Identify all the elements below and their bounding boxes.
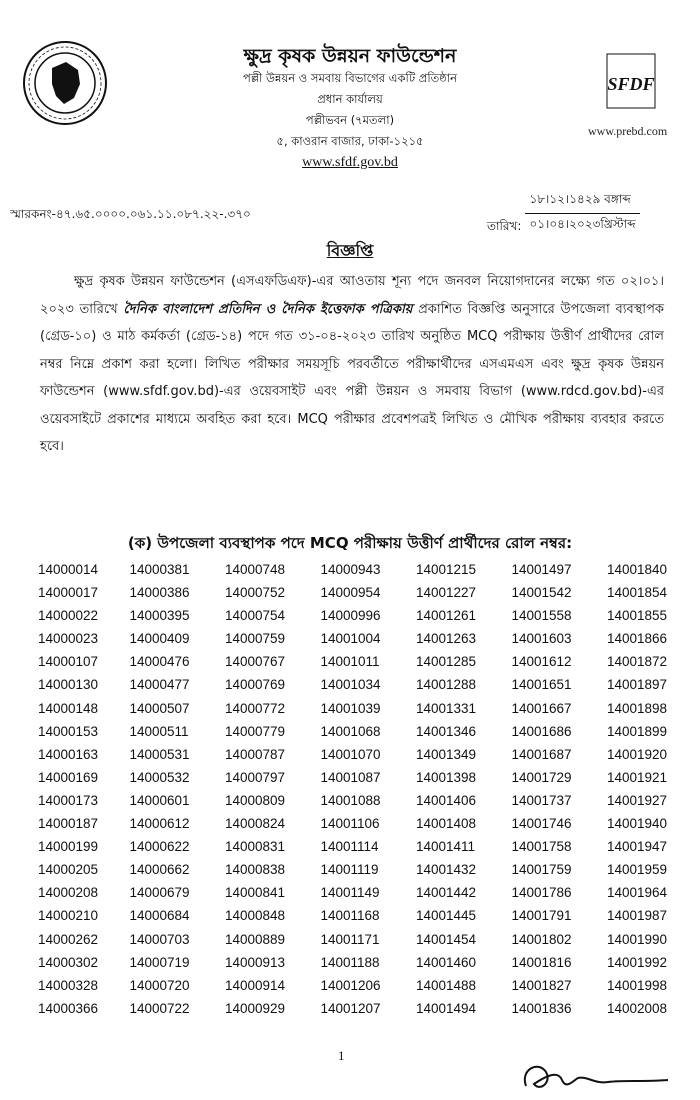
roll-number-cell: 14001558 <box>511 608 572 624</box>
roll-number-cell: 14000014 <box>38 562 99 577</box>
table-row <box>10 928 700 951</box>
roll-number-cell: 14000366 <box>38 1000 99 1016</box>
roll-number-cell: 14001442 <box>416 885 477 901</box>
roll-number-cell: 14001168 <box>320 908 380 924</box>
roll-number-cell: 14001227 <box>416 585 477 601</box>
roll-number-cell: 14001992 <box>607 954 668 970</box>
roll-number-cell: 14000684 <box>129 908 190 924</box>
table-row <box>10 720 700 743</box>
roll-number-cell: 14001746 <box>511 816 572 832</box>
roll-number-cell: 14000476 <box>129 654 190 670</box>
roll-number-cell: 14000848 <box>225 908 286 924</box>
roll-number-cell: 14000511 <box>129 723 189 739</box>
roll-number-cell: 14001488 <box>416 977 477 993</box>
roll-number-cell: 14000824 <box>225 816 286 832</box>
roll-number-cell: 14001737 <box>511 792 572 808</box>
roll-number-cell: 14000914 <box>225 977 286 993</box>
org-header <box>130 44 570 174</box>
roll-number-cell: 14001686 <box>511 723 572 739</box>
roll-number-cell: 14001285 <box>416 654 477 670</box>
roll-number-cell: 14001920 <box>607 746 668 762</box>
page-number: 1 <box>338 1048 345 1063</box>
roll-number-cell: 14000022 <box>38 608 99 624</box>
sfdf-logo-icon <box>603 50 659 112</box>
roll-number-cell: 14000767 <box>225 654 286 670</box>
roll-number-cell: 14001263 <box>416 631 477 647</box>
roll-number-cell: 14001331 <box>416 700 477 716</box>
roll-number-cell: 14001114 <box>320 839 379 855</box>
roll-number-cell: 14001897 <box>607 677 668 693</box>
roll-number-cell: 14000612 <box>129 816 190 832</box>
roll-number-cell: 14001432 <box>416 862 477 878</box>
roll-number-cell: 14000797 <box>225 769 286 785</box>
roll-number-cell: 14000748 <box>225 562 286 577</box>
logo-website: www.prebd.com <box>588 124 668 138</box>
roll-number-cell: 14000381 <box>129 562 190 577</box>
table-row <box>10 858 700 881</box>
table-row <box>10 997 700 1020</box>
roll-number-cell: 14000769 <box>225 677 286 693</box>
notice-title: বিজ্ঞপ্তি <box>326 241 374 260</box>
roll-number-cell: 14000210 <box>38 908 99 924</box>
roll-number-cell: 14001088 <box>320 792 381 808</box>
roll-number-cell: 14000722 <box>129 1000 190 1016</box>
memo-number: স্মারকনং-৪৭.৬৫.০০০০.০৬১.১১.০৮৭.২২-.৩৭০ <box>10 207 251 221</box>
roll-number-cell: 14000720 <box>129 977 190 993</box>
roll-number-cell: 14001729 <box>511 769 572 785</box>
roll-number-cell: 14000107 <box>38 654 99 670</box>
roll-number-cell: 14000841 <box>225 885 286 901</box>
roll-number-cell: 14000148 <box>38 700 99 716</box>
roll-number-cell: 14001106 <box>320 816 380 832</box>
roll-number-cell: 14001215 <box>416 562 477 577</box>
roll-number-cell: 14001011 <box>320 654 380 670</box>
roll-number-cell: 14000622 <box>129 839 190 855</box>
roll-number-cell: 14001802 <box>511 931 572 947</box>
roll-number-cell: 14000395 <box>129 608 190 624</box>
org-address: ৫, কাওরান বাজার, ঢাকা-১২১৫ <box>276 134 424 148</box>
roll-number-cell: 14000662 <box>129 862 190 878</box>
table-row <box>10 951 700 974</box>
notice-body <box>40 268 664 461</box>
roll-number-cell: 14000943 <box>320 562 381 577</box>
roll-number-cell: 14001927 <box>607 792 668 808</box>
roll-number-cell: 14000409 <box>129 631 190 647</box>
roll-number-cell: 14000838 <box>225 862 286 878</box>
roll-number-cell: 14001947 <box>607 839 668 855</box>
roll-list-title: (ক) উপজেলা ব্যবস্থাপক পদে MCQ পরীক্ষায় উত্তীর্ণ প্রার্থীদের রোল নম্বর: <box>127 534 573 552</box>
table-row <box>10 673 700 696</box>
date-block <box>487 189 640 238</box>
table-row <box>10 974 700 997</box>
notice-text-2: প্রকাশিত বিজ্ঞপ্তি অনুসারে উপজেলা ব্যবস্থাপক (গ্রেড-১০) ও মাঠ কর্মকর্তা (গ্রেড-১৪) পদে গত ৩১-০৪-২০২৩ তারিখ অনুষ্ঠিত MCQ পরীক্ষায় উত্তীর্ণ প্রার্থীদের রোল নম্বর নিম্নে প্রকাশ করা হলো। লিখিত পরীক্ষার সময়সূচি পরবর্তীতে পরীক্ষার্থীদের এসএমএস এবং ক্ষুদ্র কৃষক উন্নয়ন ফাউন্ডেশন (www.sfdf.gov.bd)-এর ওয়েবসাইট এবং পল্লী উন্নয়ন ও সমবায় বিভাগ (www.rdcd.gov.bd)-এর ওয়েবসাইটে প্রকাশের মাধ্যমে অবহিত করা হবে। MCQ পরীক্ষার প্রবেশপত্রই লিখিত ও মৌখিক পরীক্ষায় ব্যবহার করতে হবে। <box>40 301 664 454</box>
roll-number-cell: 14001070 <box>320 746 381 762</box>
government-seal-icon <box>22 40 108 126</box>
roll-number-cell: 14000679 <box>129 885 190 901</box>
roll-number-cell: 14001454 <box>416 931 477 947</box>
roll-number-cell: 14001687 <box>511 746 572 762</box>
roll-number-cell: 14001836 <box>511 1000 572 1016</box>
roll-number-cell: 14001207 <box>320 1000 381 1016</box>
roll-number-cell: 14001408 <box>416 816 477 832</box>
table-row <box>10 743 700 766</box>
roll-number-cell: 14001791 <box>511 908 572 924</box>
roll-number-cell: 14000759 <box>225 631 286 647</box>
roll-number-cell: 14001119 <box>320 862 379 878</box>
roll-number-cell: 14000889 <box>225 931 286 947</box>
roll-number-cell: 14001987 <box>607 908 668 924</box>
newspaper-names: দৈনিক বাংলাদেশ প্রতিদিন ও দৈনিক ইত্তেফাক পত্রিকায় <box>123 301 413 317</box>
roll-number-cell: 14001998 <box>607 977 668 993</box>
org-building: পল্লীভবন (৭মতলা) <box>305 113 395 127</box>
roll-number-cell: 14000386 <box>129 585 190 601</box>
roll-number-cell: 14001398 <box>416 769 477 785</box>
roll-number-grid <box>10 558 700 1020</box>
roll-number-cell: 14001288 <box>416 677 477 693</box>
roll-number-cell: 14001206 <box>320 977 381 993</box>
roll-number-cell: 14000169 <box>38 769 99 785</box>
roll-number-cell: 14000954 <box>320 585 381 601</box>
roll-number-cell: 14000703 <box>129 931 190 947</box>
roll-number-cell: 14001542 <box>511 585 572 601</box>
roll-number-cell: 14000787 <box>225 746 286 762</box>
roll-number-cell: 14000302 <box>38 954 99 970</box>
roll-number-cell: 14001940 <box>607 816 668 832</box>
roll-number-cell: 14000477 <box>129 677 190 693</box>
roll-number-cell: 14001188 <box>320 954 380 970</box>
roll-number-cell: 14000779 <box>225 723 286 739</box>
roll-number-cell: 14000153 <box>38 723 99 739</box>
roll-number-cell: 14001866 <box>607 631 668 647</box>
table-row <box>10 581 700 604</box>
org-subtitle: পল্লী উন্নয়ন ও সমবায় বিভাগের একটি প্রতিষ্ঠান <box>243 71 457 85</box>
roll-number-cell: 14001651 <box>511 677 572 693</box>
table-row <box>10 627 700 650</box>
roll-number-cell: 14000809 <box>225 792 286 808</box>
roll-number-cell: 14000601 <box>129 792 190 808</box>
roll-number-cell: 14000913 <box>225 954 286 970</box>
date-bangla: ১৮।১২।১৪২৯ বঙ্গাব্দ <box>525 189 639 214</box>
roll-number-cell: 14000017 <box>38 585 99 601</box>
roll-number-cell: 14001497 <box>511 562 572 577</box>
roll-number-cell: 14000328 <box>38 977 99 993</box>
roll-number-cell: 14001494 <box>416 1000 477 1016</box>
roll-number-cell: 14001854 <box>607 585 668 601</box>
roll-number-cell: 14001827 <box>511 977 572 993</box>
roll-number-cell: 14001612 <box>511 654 572 670</box>
roll-number-cell: 14000205 <box>38 862 99 878</box>
roll-number-cell: 14001855 <box>607 608 668 624</box>
roll-number-cell: 14001990 <box>607 931 668 947</box>
org-office: প্রধান কার্যালয় <box>317 92 383 106</box>
table-row <box>10 650 700 673</box>
roll-number-cell: 14001959 <box>607 862 668 878</box>
roll-number-cell: 14001346 <box>416 723 477 739</box>
org-website-link[interactable]: www.sfdf.gov.bd <box>302 155 398 170</box>
roll-number-cell: 14001349 <box>416 746 477 762</box>
roll-number-cell: 14000130 <box>38 677 99 693</box>
notice-text-1: ক্ষুদ্র কৃষক উন্নয়ন ফাউন্ডেশন (এসএফডিএফ)-এর আওতায় শূন্য পদে জনবল নিয়োগদানের লক্ষ্যে গত ০২।০১।২০২৩ তারিখে <box>40 274 664 317</box>
roll-number-cell: 14000023 <box>38 631 99 647</box>
roll-number-cell: 14001068 <box>320 723 381 739</box>
roll-number-cell: 14000187 <box>38 816 99 832</box>
svg-text:SFDF: SFDF <box>607 74 655 94</box>
roll-number-cell: 14000996 <box>320 608 381 624</box>
roll-number-cell: 14000754 <box>225 608 286 624</box>
roll-number-cell: 14000199 <box>38 839 99 855</box>
roll-number-cell: 14000531 <box>129 746 190 762</box>
roll-number-cell: 14001921 <box>607 769 668 785</box>
roll-number-cell: 14001039 <box>320 700 381 716</box>
signature-icon <box>516 1050 676 1100</box>
roll-number-cell: 14001964 <box>607 885 668 901</box>
roll-number-cell: 14001004 <box>320 631 381 647</box>
table-row <box>10 558 700 581</box>
roll-number-cell: 14001087 <box>320 769 381 785</box>
roll-number-cell: 14000262 <box>38 931 99 947</box>
date-english: ০১।০৪।২০২৩খ্রিস্টাব্দ <box>529 217 636 231</box>
roll-number-cell: 14000173 <box>38 792 99 808</box>
table-row <box>10 697 700 720</box>
roll-number-cell: 14000929 <box>225 1000 286 1016</box>
roll-number-cell: 14001898 <box>607 700 668 716</box>
roll-number-cell: 14000831 <box>225 839 286 855</box>
roll-number-cell: 14001460 <box>416 954 477 970</box>
table-row <box>10 766 700 789</box>
roll-number-cell: 14000507 <box>129 700 190 716</box>
roll-number-cell: 14001261 <box>416 608 477 624</box>
org-name: ক্ষুদ্র কৃষক উন্নয়ন ফাউন্ডেশন <box>243 45 457 67</box>
date-label: তারিখ: <box>487 219 522 233</box>
roll-number-cell: 14001171 <box>320 931 380 947</box>
roll-number-cell: 14001758 <box>511 839 572 855</box>
roll-number-cell: 14001667 <box>511 700 572 716</box>
roll-number-cell: 14001816 <box>511 954 572 970</box>
roll-number-cell: 14001759 <box>511 862 572 878</box>
roll-number-cell: 14002008 <box>607 1000 668 1016</box>
roll-number-cell: 14000532 <box>129 769 190 785</box>
roll-number-cell: 14001786 <box>511 885 572 901</box>
roll-number-cell: 14001872 <box>607 654 668 670</box>
table-row <box>10 835 700 858</box>
roll-number-cell: 14000163 <box>38 746 99 762</box>
roll-number-cell: 14000719 <box>129 954 190 970</box>
table-row <box>10 904 700 927</box>
roll-number-cell: 14001034 <box>320 677 381 693</box>
table-row <box>10 812 700 835</box>
roll-number-cell: 14001149 <box>320 885 380 901</box>
roll-number-cell: 14001603 <box>511 631 572 647</box>
roll-number-cell: 14000752 <box>225 585 286 601</box>
roll-number-cell: 14001406 <box>416 792 477 808</box>
table-row <box>10 789 700 812</box>
roll-number-cell: 14000208 <box>38 885 99 901</box>
roll-number-cell: 14001899 <box>607 723 668 739</box>
table-row <box>10 881 700 904</box>
roll-number-cell: 14000772 <box>225 700 286 716</box>
table-row <box>10 604 700 627</box>
roll-number-cell: 14001445 <box>416 908 477 924</box>
roll-number-cell: 14001840 <box>607 562 668 577</box>
roll-number-cell: 14001411 <box>416 839 476 855</box>
